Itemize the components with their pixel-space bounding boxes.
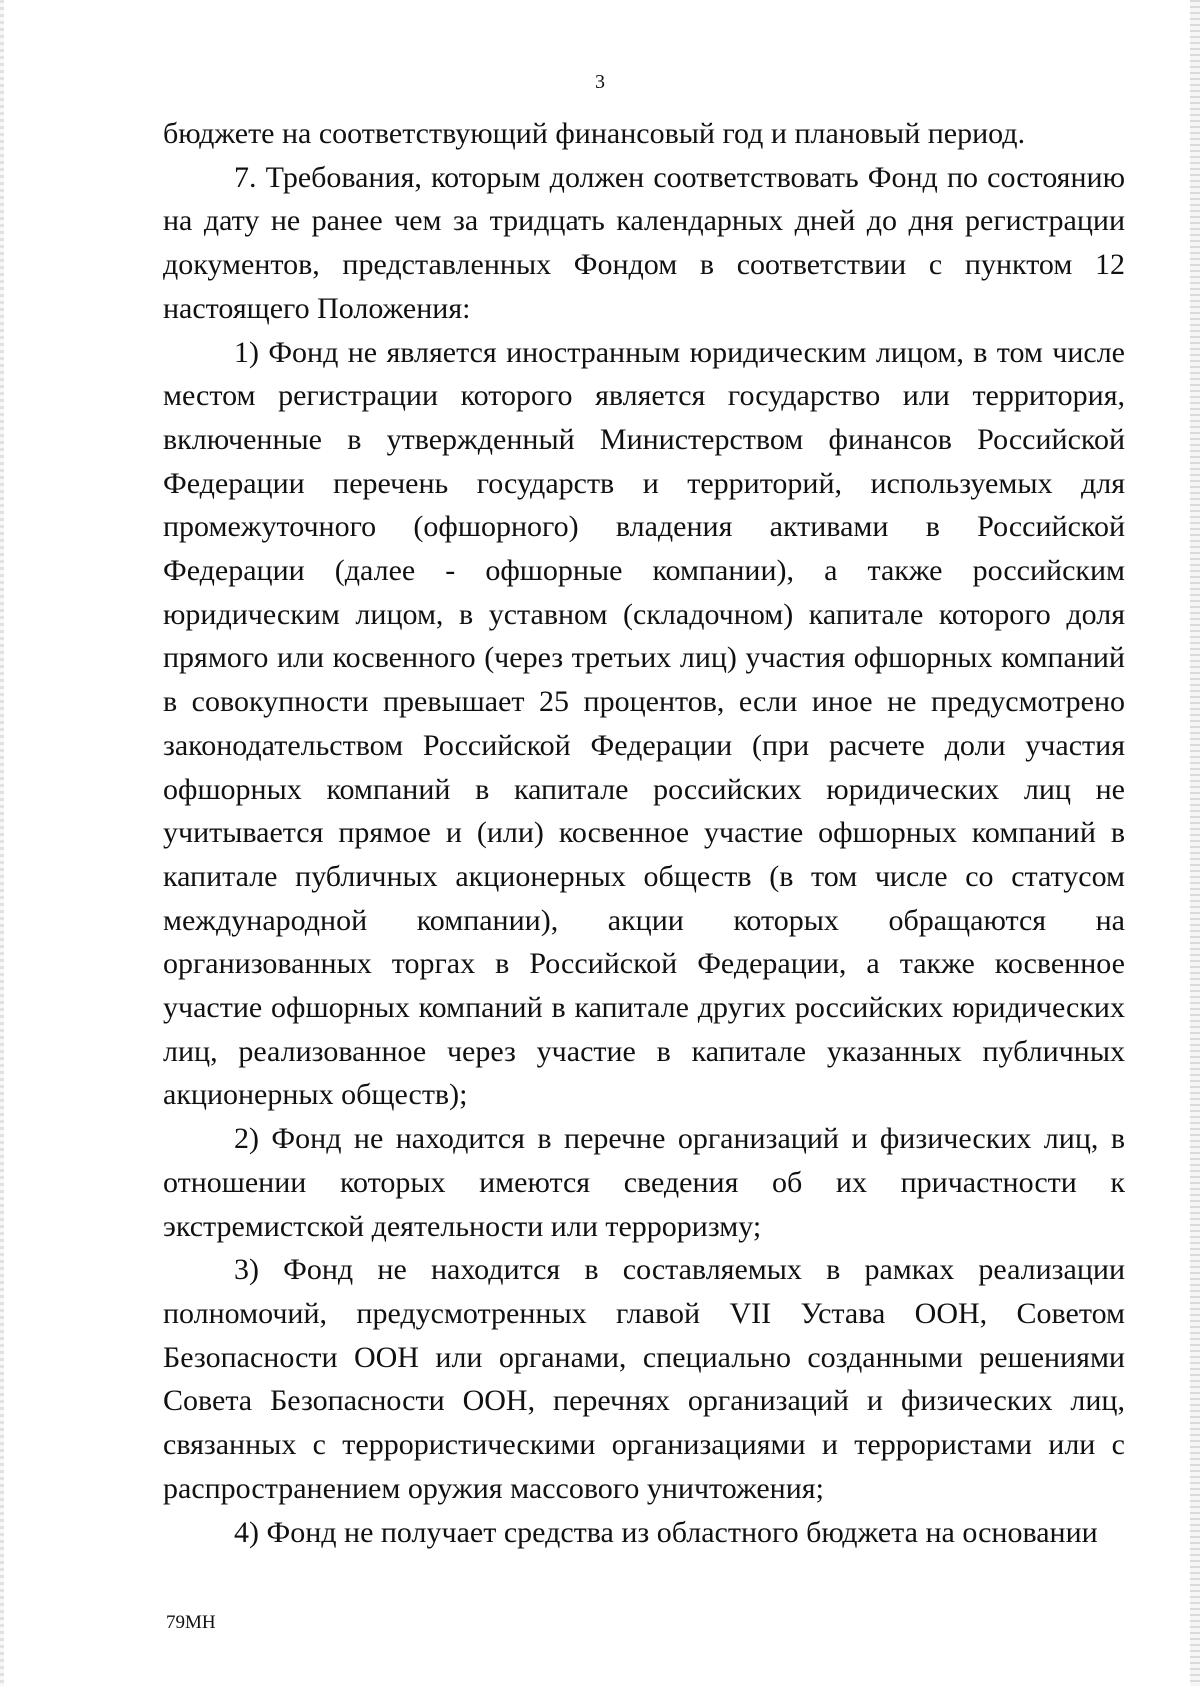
paragraph-subitem-1: 1) Фонд не является иностранным юридическим лицом, в том числе местом регистрации которого является государство или территория, включенные в утвержденный Министерством финансов Российской Федерации перечень государств и территорий, используемых для промежуточного (офшорного) владения активами в Российской Федерации (далее - офшорные компании), а также российским юридическим лицом, в уставном (складочном) капитале которого доля прямого или косвенного (через третьих лиц) участия офшорных компаний в совокупности превышает 25 процентов, если иное не предусмотрено законодательством Российской Федерации (при расчете доли участия офшорных компаний в капитале российских юридических лиц не учитывается прямое и (или) косвенное участие офшорных компаний в капитале публичных акционерных обществ (в том числе со статусом международной компании), акции которых обращаются на организованных торгах в Российской Федерации, а также косвенное участие офшорных компаний в капитале других российских юридических лиц, реализованное через участие в капитале указанных публичных акционерных обществ); (163, 335, 1125, 1112)
paragraph-subitem-3: 3) Фонд не находится в составляемых в рамках реализации полномочий, предусмотренных главой VII Устава ООН, Советом Безопасности ООН или органами, специально созданными решениями Совета Безопасности ООН, перечнях организаций и физических лиц, связанных с террористическими организациями и террористами или с распространением оружия массового уничтожения; (163, 1253, 1125, 1505)
paragraph-subitem-4: 4) Фонд не получает средства из областного бюджета на основании (234, 1515, 1098, 1549)
document-body (163, 112, 1125, 1554)
paragraph-subitem-2: 2) Фонд не находится в перечне организаций и физических лиц, в отношении которых имеются сведения об их причастности к экстремистской деятельности или терроризму; (163, 1122, 1125, 1243)
footer-document-code: 79МН (166, 1612, 216, 1633)
paragraph-continuation: бюджете на соответствующий финансовый год и плановый период. (163, 117, 1026, 150)
paragraph-item-7: 7. Требования, которым должен соответствовать Фонд по состоянию на дату не ранее чем за тридцать календарных дней до дня регистрации документов, представленных Фондом в соответствии с пунктом 12 настоящего Положения: (163, 160, 1125, 325)
scan-edge-right (1190, 0, 1200, 1686)
page-number: 3 (595, 71, 605, 93)
scan-edge-left (0, 0, 4, 1686)
